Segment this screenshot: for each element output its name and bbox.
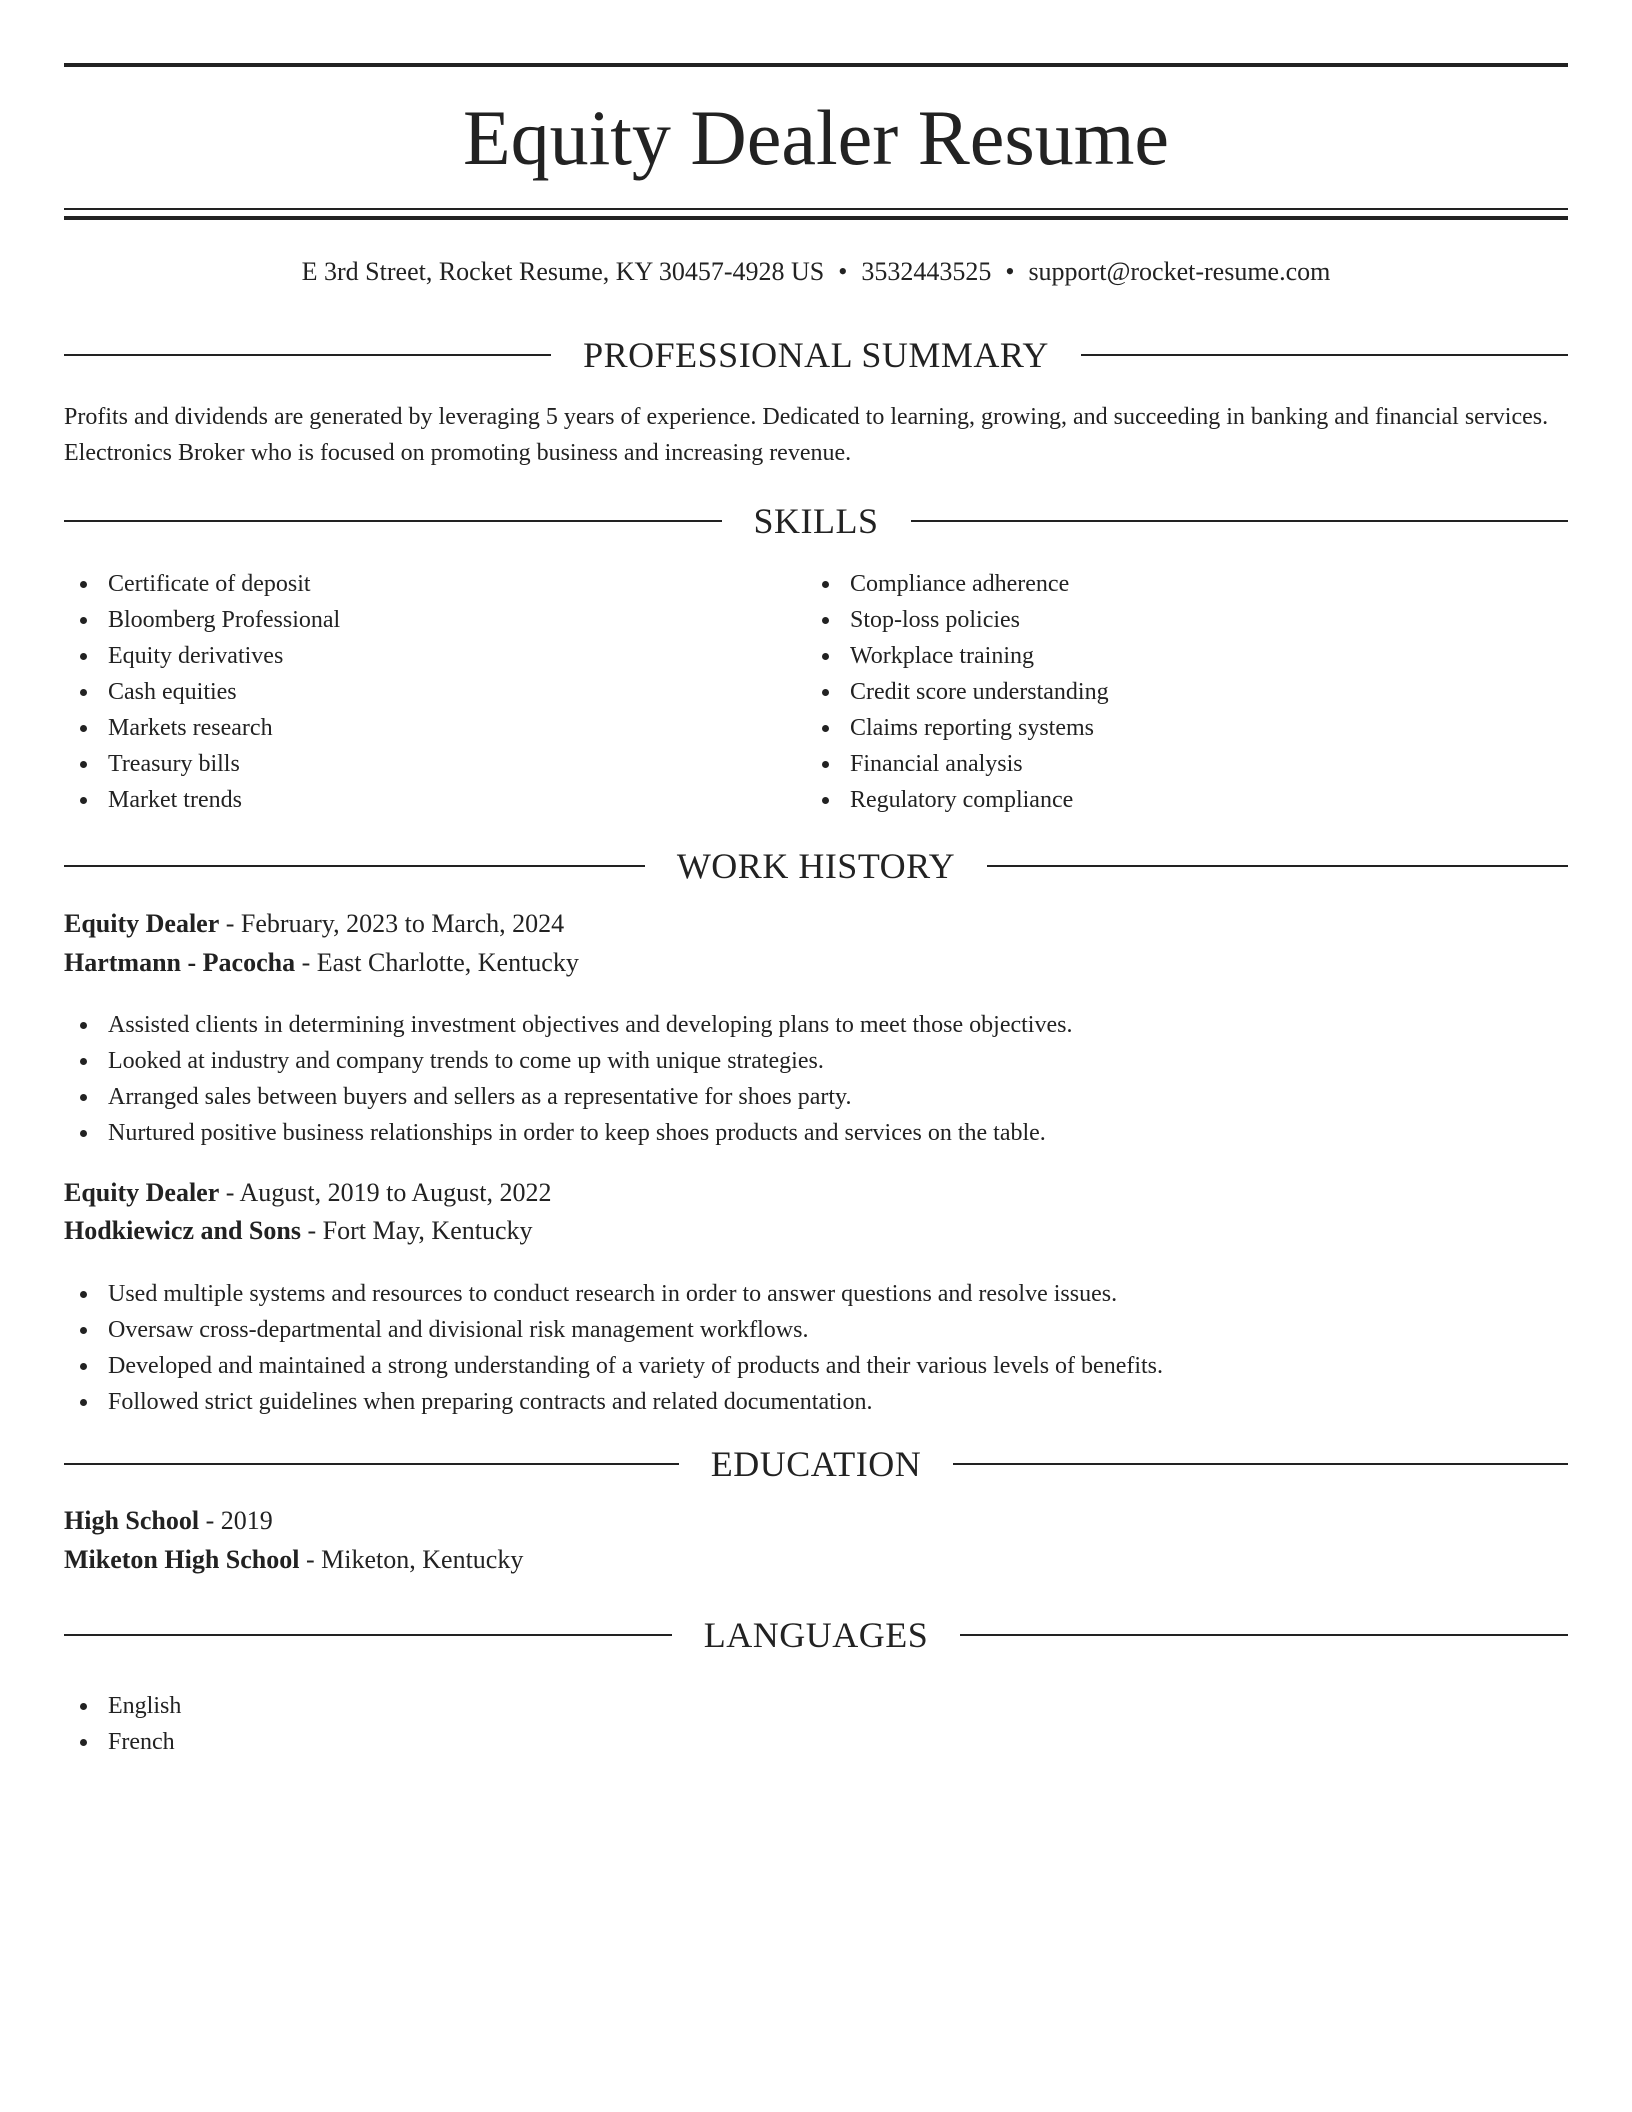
heading-rule [64, 865, 645, 867]
job-bullets [64, 1007, 1568, 1151]
contact-separator: • [838, 257, 848, 286]
job-dates: - August, 2019 to August, 2022 [219, 1178, 552, 1207]
heading-rule [987, 865, 1568, 867]
job-title-line [64, 1173, 1568, 1213]
skill-item: Bloomberg Professional [64, 602, 764, 638]
skill-item: Credit score understanding [806, 674, 1506, 710]
job-location: - Fort May, Kentucky [300, 1216, 533, 1245]
heading-rule [960, 1634, 1568, 1636]
job-bullet: Nurtured positive business relationships in order to keep shoes products and services on the table. [64, 1115, 1568, 1151]
heading-rule [64, 354, 551, 356]
page-title: Equity Dealer Resume [462, 94, 1170, 181]
language-item: English [64, 1688, 664, 1724]
header-bottom-rule [64, 208, 1568, 210]
heading-rule [911, 520, 1569, 522]
heading-rule [64, 1634, 672, 1636]
skill-item: Treasury bills [64, 746, 764, 782]
job-bullet: Used multiple systems and resources to conduct research in order to answer questions and resolve issues. [64, 1276, 1568, 1312]
skill-item: Equity derivatives [64, 638, 764, 674]
job-title: Equity Dealer [64, 1178, 220, 1207]
job-location: - East Charlotte, Kentucky [295, 948, 579, 977]
education-degree-line [64, 1501, 1568, 1541]
section-heading-education [64, 1442, 1568, 1486]
job-bullet: Followed strict guidelines when preparing contracts and related documentation. [64, 1384, 1568, 1420]
job-bullet: Assisted clients in determining investment objectives and developing plans to meet those objectives. [64, 1007, 1568, 1043]
section-title: EDUCATION [710, 1444, 922, 1484]
job-company-line [64, 1211, 1568, 1251]
education-year: - 2019 [199, 1506, 273, 1535]
language-item: French [64, 1724, 664, 1760]
header-bottom-rule-thick [64, 216, 1568, 220]
skill-item: Certificate of deposit [64, 566, 764, 602]
education-location: - Miketon, Kentucky [299, 1545, 524, 1574]
heading-rule [64, 520, 722, 522]
job-title: Equity Dealer [64, 909, 220, 938]
education-school: Miketon High School [64, 1545, 300, 1574]
section-title: PROFESSIONAL SUMMARY [583, 335, 1049, 375]
job-company: Hodkiewicz and Sons [64, 1216, 301, 1245]
education-degree: High School [64, 1506, 200, 1535]
languages-list [64, 1688, 664, 1760]
skill-item: Market trends [64, 782, 764, 818]
job-bullet: Oversaw cross-departmental and divisional risk management workflows. [64, 1312, 1568, 1348]
job-company: Hartmann - Pacocha [64, 948, 296, 977]
job-bullets [64, 1276, 1568, 1420]
contact-line [64, 252, 1568, 292]
section-heading-skills [64, 499, 1568, 543]
skills-list-left [64, 566, 764, 818]
skill-item: Financial analysis [806, 746, 1506, 782]
skills-list-right [806, 566, 1506, 818]
section-heading-summary [64, 333, 1568, 377]
job-company-line [64, 943, 1568, 983]
skill-item: Stop-loss policies [806, 602, 1506, 638]
job-title-line [64, 904, 1568, 944]
heading-rule [953, 1463, 1568, 1465]
education-school-line [64, 1540, 1568, 1580]
skill-item: Workplace training [806, 638, 1506, 674]
skill-item: Compliance adherence [806, 566, 1506, 602]
job-dates: - February, 2023 to March, 2024 [219, 909, 565, 938]
section-title: WORK HISTORY [676, 846, 956, 886]
section-title: SKILLS [753, 501, 879, 541]
skill-item: Regulatory compliance [806, 782, 1506, 818]
skill-item: Claims reporting systems [806, 710, 1506, 746]
contact-phone: 3532443525 [861, 257, 992, 286]
job-bullet: Looked at industry and company trends to come up with unique strategies. [64, 1043, 1568, 1079]
heading-rule [1081, 354, 1568, 356]
heading-rule [64, 1463, 679, 1465]
job-bullet: Arranged sales between buyers and sellers as a representative for shoes party. [64, 1079, 1568, 1115]
section-heading-languages [64, 1613, 1568, 1657]
header-top-rule [64, 63, 1568, 67]
summary-text: Profits and dividends are generated by leveraging 5 years of experience. Dedicated to learning, growing, and succeeding in banking and financial services. Electronics Broker who is focused on promoting business and increasing revenue. [64, 404, 1549, 466]
section-title: LANGUAGES [703, 1615, 929, 1655]
job-bullet: Developed and maintained a strong understanding of a variety of products and their various levels of benefits. [64, 1348, 1568, 1384]
contact-address: E 3rd Street, Rocket Resume, KY 30457-4928 US [301, 257, 825, 286]
skill-item: Cash equities [64, 674, 764, 710]
contact-email: support@rocket-resume.com [1028, 257, 1331, 286]
contact-separator: • [1005, 257, 1015, 286]
section-heading-work-history [64, 844, 1568, 888]
skill-item: Markets research [64, 710, 764, 746]
